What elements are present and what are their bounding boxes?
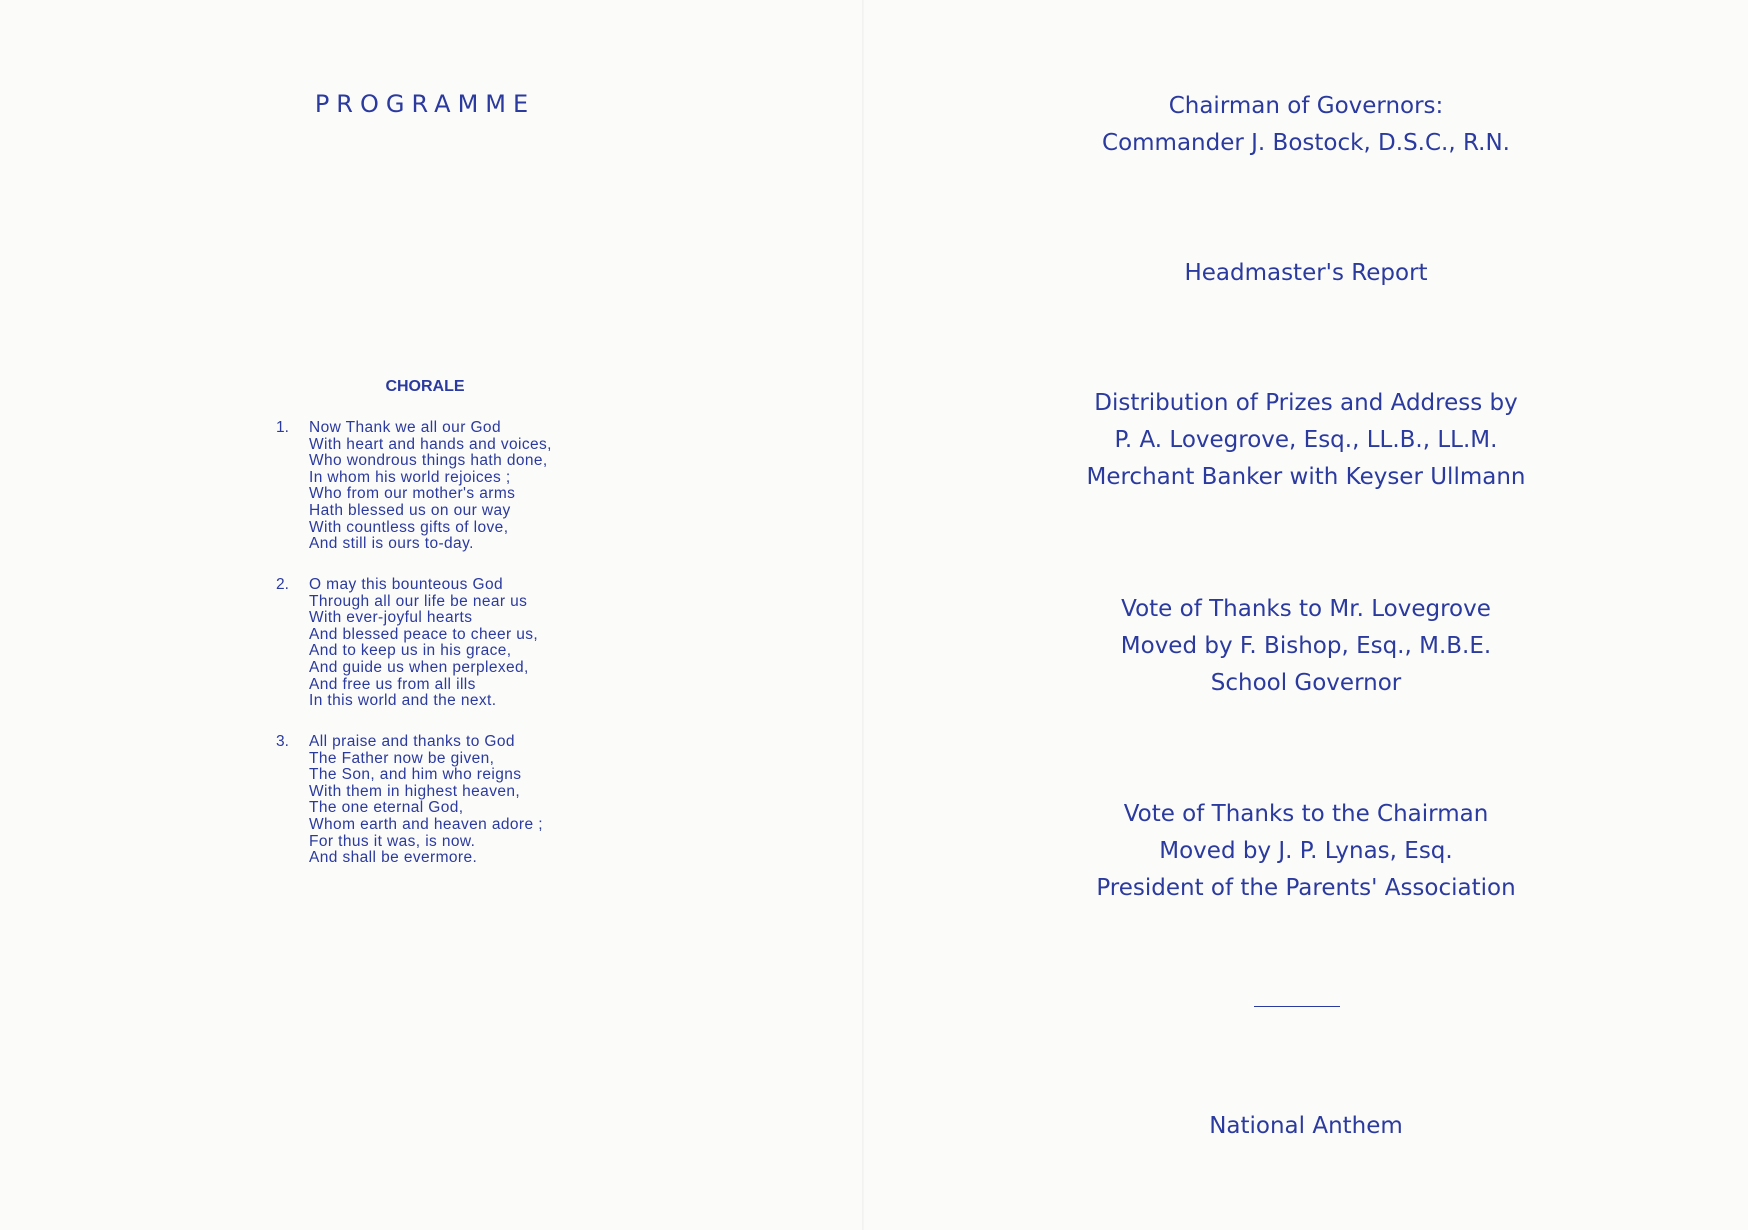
right-page [864, 0, 1748, 1230]
verse-line: For thus it was, is now. [309, 832, 476, 850]
headmaster-report [864, 255, 1748, 292]
chairman-title: Chairman of Governors: [1168, 93, 1444, 119]
verse-line: The one eternal God, [309, 799, 464, 817]
verse-line: And blessed peace to cheer us, [309, 625, 539, 643]
vote-title: Vote of Thanks to Mr. Lovegrove [1121, 596, 1491, 622]
verse-line: With ever-joyful hearts [309, 609, 473, 627]
verse-line: With heart and hands and voices, [309, 435, 552, 453]
verse-line: In this world and the next. [309, 692, 497, 710]
verse-line: Who wondrous things hath done, [309, 452, 548, 470]
chorale-heading: CHORALE [385, 378, 465, 395]
vote-title: Vote of Thanks to the Chairman [1123, 801, 1489, 827]
chairman-name: Commander J. Bostock, D.S.C., R.N. [1102, 130, 1510, 156]
verse-line: O may this bounteous God [309, 576, 503, 593]
verse-line: The Father now be given, [309, 749, 495, 767]
verse-line: Hath blessed us on our way [309, 501, 511, 519]
verse-line: Who from our mother's arms [309, 485, 516, 503]
verse-line: And free us from all ills [309, 675, 476, 693]
vote-of-thanks-lovegrove [864, 591, 1748, 702]
verse-number: 3. [276, 733, 289, 750]
vote-mover: Moved by J. P. Lynas, Esq. [1159, 838, 1453, 864]
verse-line: Whom earth and heaven adore ; [309, 815, 543, 833]
speaker-name: P. A. Lovegrove, Esq., LL.B., LL.M. [1114, 427, 1498, 453]
prize-distribution-block [864, 385, 1748, 496]
verse-line: And still is ours to-day. [309, 535, 474, 553]
chairman-block [864, 88, 1748, 162]
verse-line: Through all our life be near us [309, 592, 528, 610]
programme-title: PROGRAMME [314, 90, 536, 118]
verse-line: The Son, and him who reigns [309, 766, 522, 784]
vote-mover-role: School Governor [1210, 670, 1402, 696]
verse-number: 1. [276, 419, 289, 436]
verse-line: With them in highest heaven, [309, 782, 521, 800]
verse-line: Now Thank we all our God [309, 419, 501, 436]
verse-line: And shall be evermore. [309, 849, 478, 867]
verse-line: And guide us when perplexed, [309, 658, 529, 676]
verse-line: And to keep us in his grace, [309, 642, 512, 660]
vote-mover: Moved by F. Bishop, Esq., M.B.E. [1120, 633, 1492, 659]
national-anthem [864, 1108, 1748, 1145]
divider-rule [1254, 1006, 1340, 1007]
speaker-affiliation: Merchant Banker with Keyser Ullmann [1086, 464, 1526, 490]
vote-mover-role: President of the Parents' Association [1096, 875, 1516, 901]
national-anthem-title: National Anthem [1209, 1113, 1403, 1139]
left-page [0, 0, 862, 1230]
headmaster-report-title: Headmaster's Report [1184, 260, 1428, 286]
verse-line: With countless gifts of love, [309, 518, 509, 536]
verse-line: In whom his world rejoices ; [309, 468, 511, 486]
prize-distribution-title: Distribution of Prizes and Address by [1094, 390, 1518, 416]
verse-line: All praise and thanks to God [309, 733, 515, 750]
vote-of-thanks-chairman [864, 796, 1748, 907]
verse-number: 2. [276, 576, 289, 593]
